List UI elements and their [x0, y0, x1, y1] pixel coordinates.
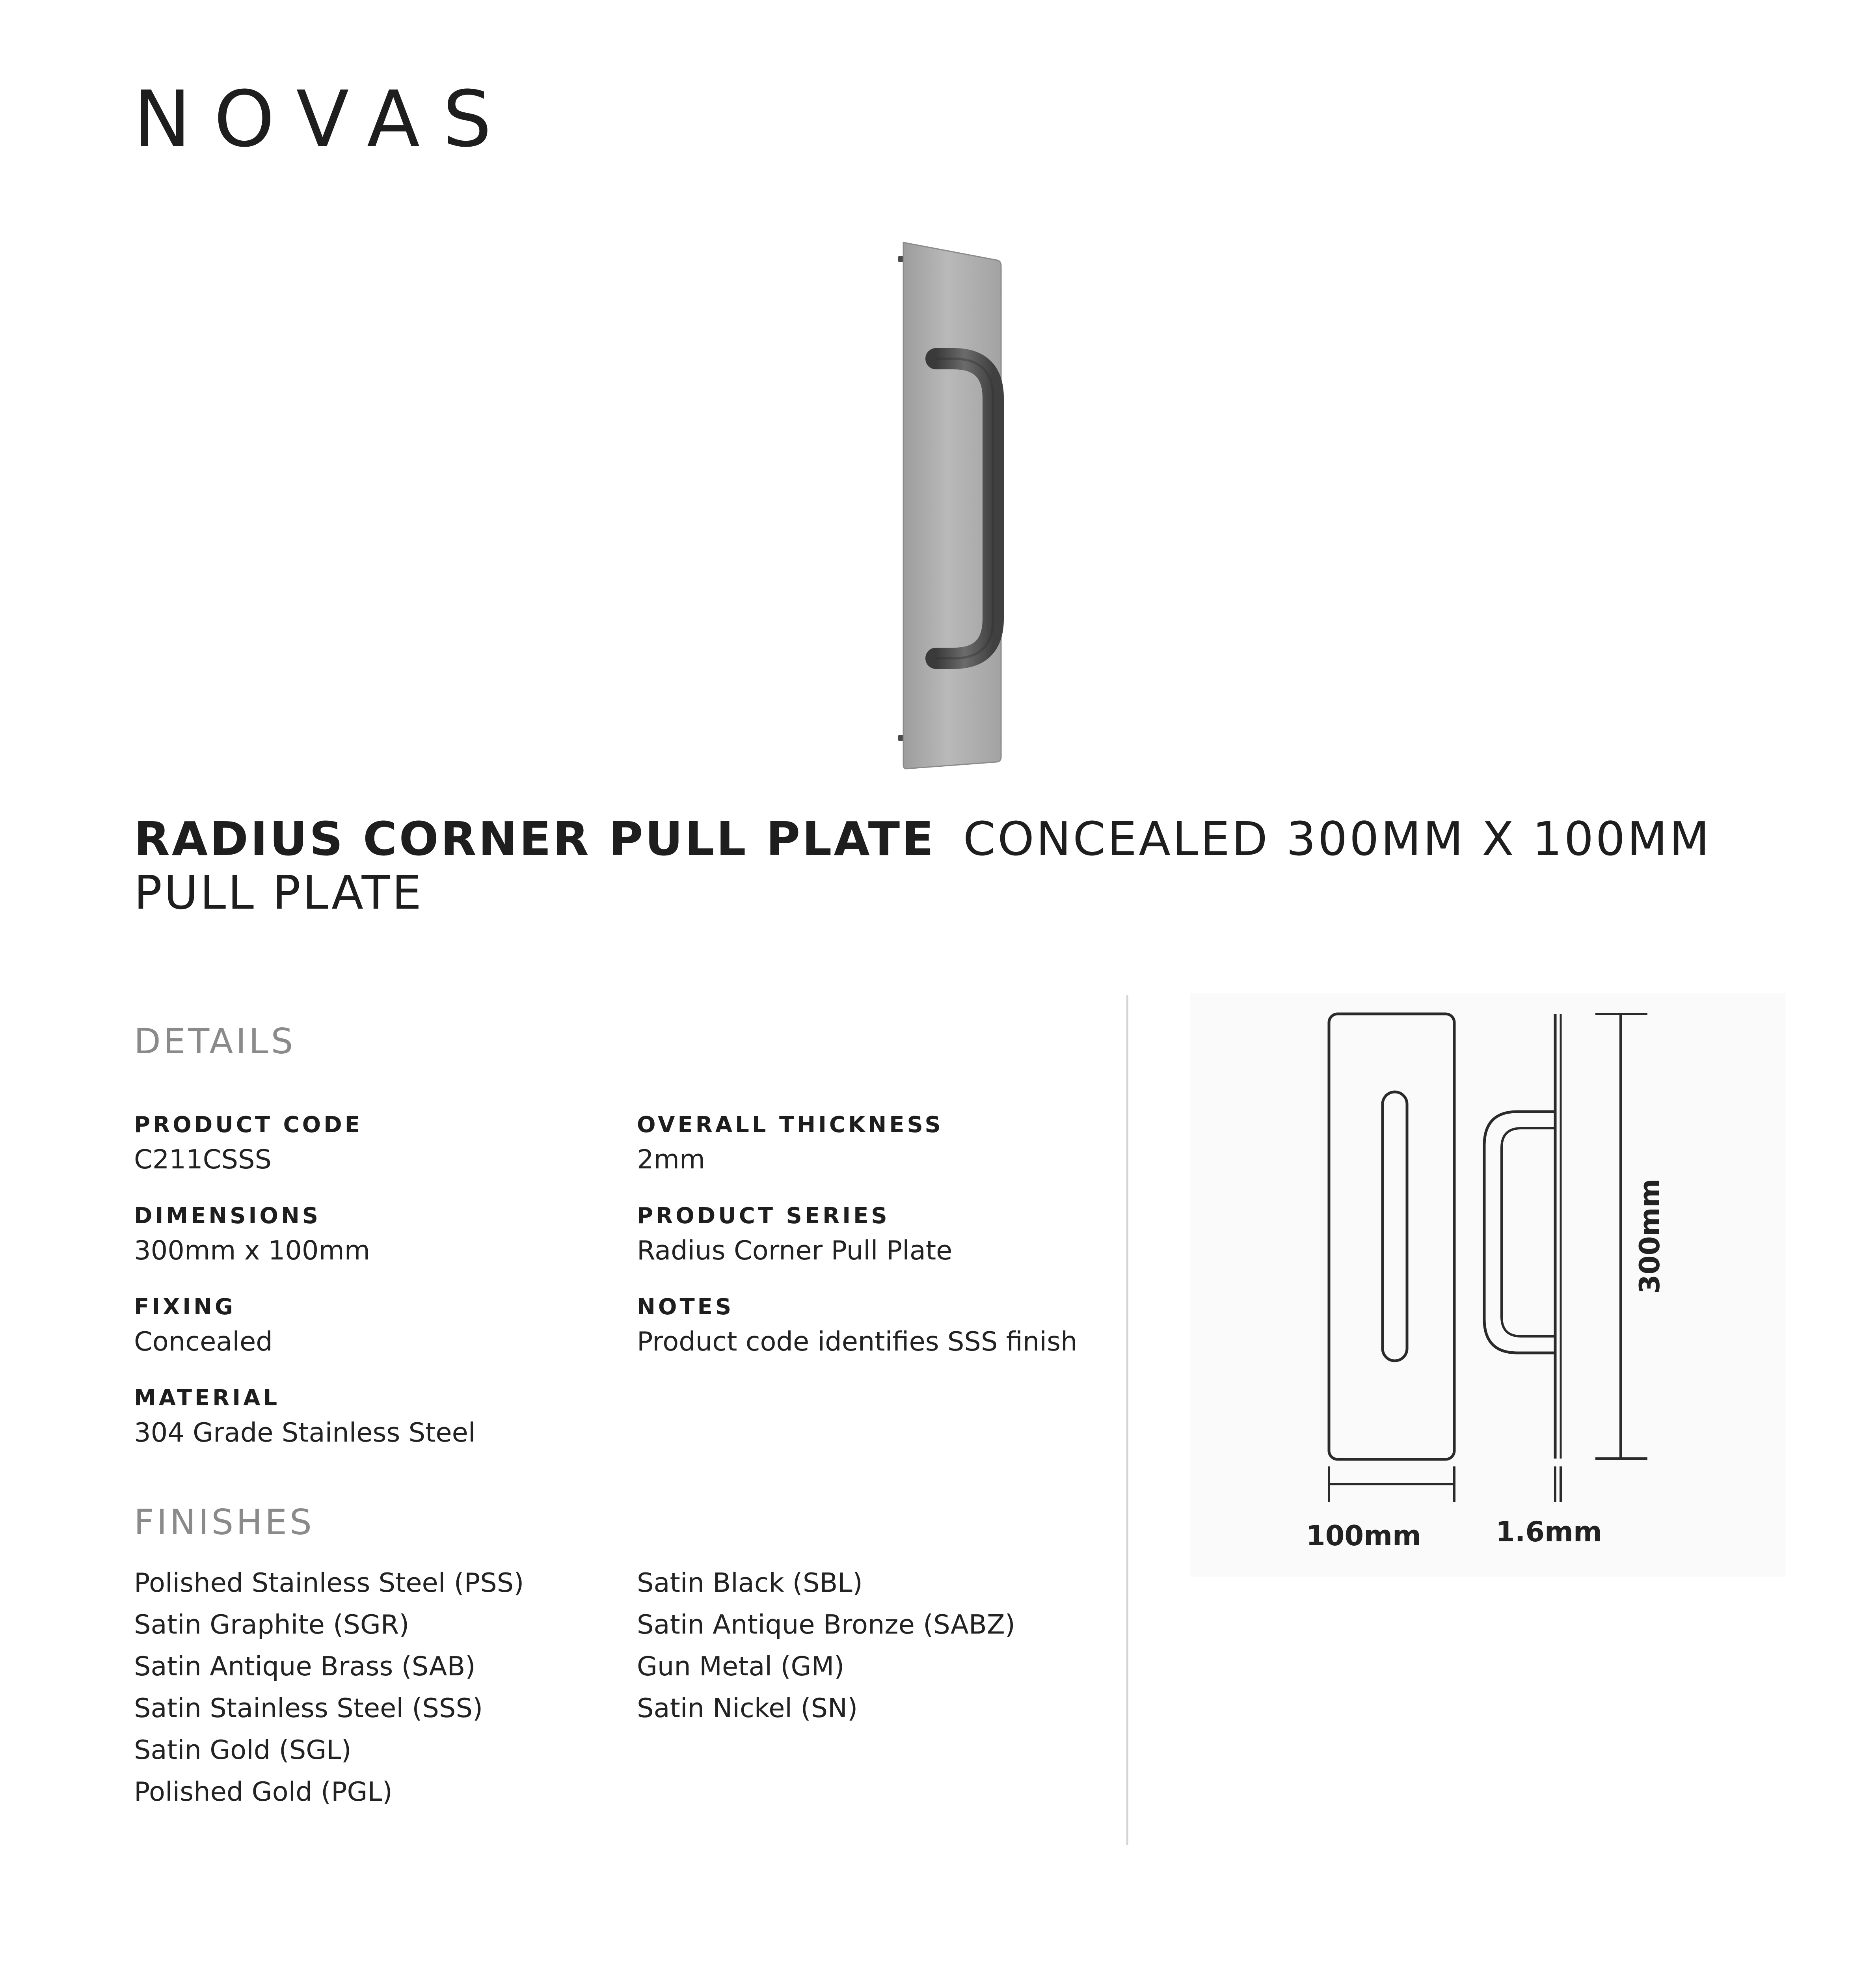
finish-item: Satin Antique Brass (SAB) [134, 1651, 476, 1682]
field-value: Radius Corner Pull Plate [637, 1235, 953, 1266]
finishes-list-left [134, 1562, 607, 1813]
thickness-label: 1.6mm [1496, 1516, 1602, 1548]
field-label: NOTES [637, 1294, 734, 1320]
field-value: 304 Grade Stainless Steel [134, 1417, 476, 1448]
field-value: Concealed [134, 1326, 273, 1357]
finish-item: Satin Black (SBL) [637, 1567, 863, 1598]
field-label: PRODUCT CODE [134, 1112, 363, 1138]
width-label: 100mm [1306, 1520, 1421, 1552]
field-product-code [134, 1114, 607, 1173]
technical-drawing [1190, 993, 1785, 1577]
finish-item: Satin Graphite (SGR) [134, 1609, 409, 1640]
height-label: 300mm [1634, 1179, 1666, 1294]
finishes-list-right [637, 1562, 1110, 1729]
column-divider [1126, 995, 1128, 1845]
field-value: 2mm [637, 1144, 705, 1175]
field-label: DIMENSIONS [134, 1203, 321, 1229]
finish-item: Polished Gold (PGL) [134, 1776, 393, 1807]
field-label: OVERALL THICKNESS [637, 1112, 944, 1138]
finishes-heading: FINISHES [134, 1502, 315, 1543]
field-value: Product code identifies SSS finish [637, 1326, 1078, 1357]
field-overall-thickness [637, 1114, 1110, 1173]
field-material [134, 1387, 607, 1446]
finish-item: Gun Metal (GM) [637, 1651, 845, 1682]
details-heading: DETAILS [134, 1021, 296, 1062]
finish-item: Satin Stainless Steel (SSS) [134, 1693, 483, 1723]
product-image [895, 237, 1013, 773]
field-value: C211CSSS [134, 1144, 272, 1175]
field-dimensions [134, 1205, 607, 1264]
field-notes [637, 1296, 1110, 1355]
finish-item: Satin Gold (SGL) [134, 1734, 352, 1765]
product-title [134, 812, 1770, 919]
field-label: PRODUCT SERIES [637, 1203, 890, 1229]
finish-item: Polished Stainless Steel (PSS) [134, 1567, 524, 1598]
brand-logo: NOVAS [133, 75, 515, 164]
finish-item: Satin Nickel (SN) [637, 1693, 858, 1723]
field-label: FIXING [134, 1294, 236, 1320]
field-product-series [637, 1205, 1110, 1264]
product-subtitle: CONCEALED 300MM X 100MM PULL PLATE [134, 812, 1712, 920]
field-value: 300mm x 100mm [134, 1235, 370, 1266]
field-label: MATERIAL [134, 1385, 280, 1411]
field-fixing [134, 1296, 607, 1355]
finish-item: Satin Antique Bronze (SABZ) [637, 1609, 1015, 1640]
product-name: RADIUS CORNER PULL PLATE [134, 812, 936, 866]
